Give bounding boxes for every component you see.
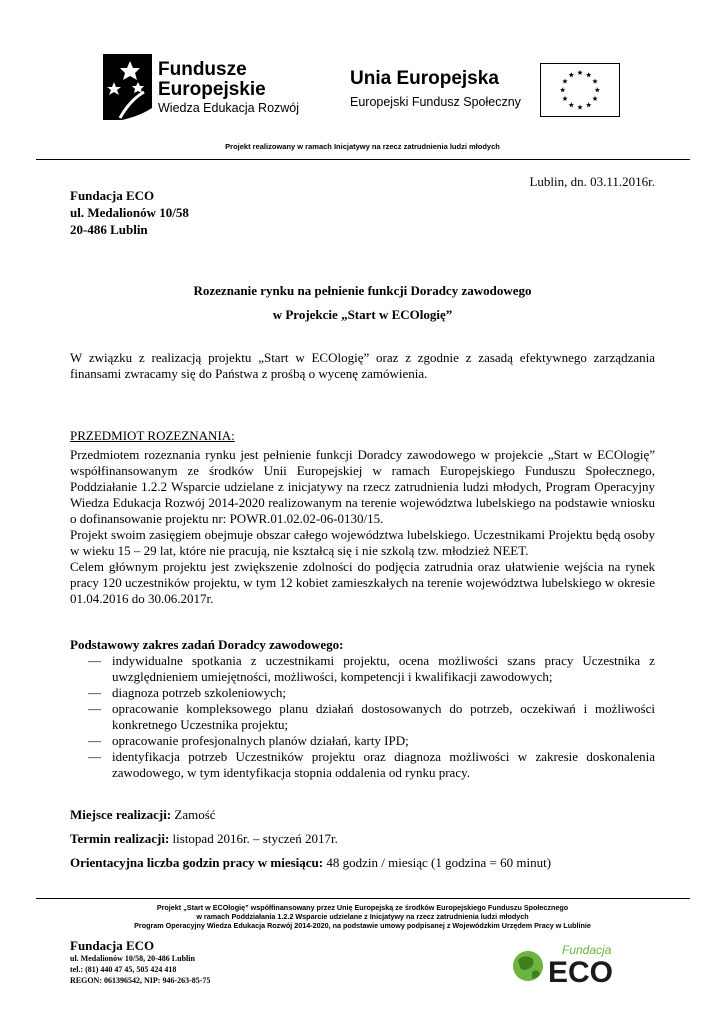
eu-star-icon bbox=[586, 102, 591, 107]
letter-date: Lublin, dn. 03.11.2016r. bbox=[529, 174, 655, 189]
footer-detail-line: ul. Medalionów 10/58, 20-486 Lublin bbox=[70, 954, 195, 963]
footer-divider bbox=[36, 898, 690, 899]
tasks-list bbox=[88, 653, 655, 781]
document-subtitle: w Projekcie „Start w ECOlogię” bbox=[272, 307, 453, 322]
eco-logo-big-text: ECO bbox=[548, 956, 614, 985]
list-item: — opracowanie kompleksowego planu działań dostosowanych do potrzeb, oczekiwań i możliwości konkretnego Uczestnika projektu; bbox=[88, 701, 655, 733]
fe-logo-line3: Wiedza Edukacja Rozwój bbox=[158, 101, 300, 115]
project-note: Projekt realizowany w ramach Inicjatywy na rzecz zatrudnienia ludzi młodych bbox=[225, 142, 500, 151]
footer-org-details bbox=[70, 953, 210, 986]
list-item: — identyfikacja potrzeb Uczestników projektu oraz diagnoza możliwości w zakresie doskonalenia zawodowego, w tym identyfikacja stopnia oddalenia od rynku pracy. bbox=[88, 749, 655, 781]
eu-star-icon bbox=[595, 87, 600, 92]
sender-address bbox=[70, 187, 189, 238]
footer-detail-line: tel.: (81) 440 47 45, 505 424 418 bbox=[70, 965, 177, 974]
term-line bbox=[70, 831, 338, 847]
eu-star-icon bbox=[577, 104, 582, 109]
eu-star-icon bbox=[592, 78, 597, 83]
subject-section bbox=[70, 447, 655, 607]
document-title: Rozeznanie rynku na pełnienie funkcji Doradcy zawodowego bbox=[193, 283, 532, 298]
intro-paragraph: W związku z realizacją projektu „Start w ECOlogię” oraz z zgodnie z zasadą efektywnego zarządzania finansami zwracamy się do Państwa z prośbą o wycenę zamówienia. bbox=[70, 350, 655, 381]
eu-flag-icon bbox=[540, 63, 620, 117]
footer-detail-line: REGON: 061396542, NIP: 946-263-85-75 bbox=[70, 976, 211, 985]
term-value: listopad 2016r. – styczeń 2017r. bbox=[169, 831, 338, 846]
footer-note-line: Program Operacyjny Wiedza Edukacja Rozwój 2014-2020, na podstawie umowy podpisanej z Wojewódzkim Urzędem Pracy w Lublinie bbox=[134, 921, 591, 930]
subject-heading: PRZEDMIOT ROZEZNANIA: bbox=[70, 428, 235, 443]
footer-note bbox=[0, 903, 725, 930]
sender-line: 20-486 Lublin bbox=[70, 222, 148, 237]
ue-title: Unia Europejska bbox=[350, 68, 499, 89]
eu-star-icon bbox=[592, 96, 597, 101]
eu-star-icon bbox=[586, 72, 591, 77]
fe-logo-line2: Europejskie bbox=[158, 79, 266, 100]
footer-note-line: Projekt „Start w ECOlogię” współfinansowany przez Unię Europejską ze środków Europejskiego Funduszu Społecznego bbox=[156, 903, 569, 912]
eu-star-icon bbox=[577, 70, 582, 75]
place-value: Zamość bbox=[171, 807, 216, 822]
list-item: — diagnoza potrzeb szkoleniowych; bbox=[88, 685, 655, 701]
hours-value: 48 godzin / miesiąc (1 godzina = 60 minut) bbox=[323, 855, 552, 870]
list-item: — opracowanie profesjonalnych planów działań, karty IPD; bbox=[88, 733, 655, 749]
eu-star-icon bbox=[562, 78, 567, 83]
eco-logo-small-text: Fundacja bbox=[562, 943, 612, 957]
term-label: Termin realizacji: bbox=[70, 831, 170, 846]
place-line bbox=[70, 807, 216, 823]
footer-note-line: w ramach Poddziałania 1.2.2 Wsparcie udzielane z Inicjatywy na rzecz zatrudnienia ludzi młodych bbox=[196, 912, 529, 921]
place-label: Miejsce realizacji: bbox=[70, 807, 172, 822]
eu-star-icon bbox=[569, 72, 574, 77]
subject-paragraph: Celem głównym projektu jest zwiększenie zdolności do podjęcia zatrudnia oraz ułatwienie wejścia na rynek pracy 120 uczestników projektu, w tym 12 kobiet zamieszkałych na terenie województwa lubelskiego w okresie 01.04.2016 do 30.06.2017r. bbox=[70, 559, 655, 606]
subject-paragraph: Projekt swoim zasięgiem obejmuje obszar całego województwa lubelskiego. Uczestnikami Projektu będą osoby w wieku 15 – 29 lat, które nie pracują, nie kształcą się i nie szkolą tzw. młodzież NEET. bbox=[70, 527, 655, 558]
hours-line bbox=[70, 855, 551, 871]
sender-line: Fundacja ECO bbox=[70, 188, 155, 203]
eu-star-icon bbox=[562, 96, 567, 101]
eu-star-icon bbox=[560, 87, 565, 92]
subject-paragraph: Przedmiotem rozeznania rynku jest pełnienie funkcji Doradcy zawodowego w projekcie „Start w ECOlogię” współfinansowanym ze środków Unii Europejskiej w ramach Europejskiego Funduszu Społecznego, Poddziałanie 1.2.2 Wsparcie udzielane z inicjatywy na rzecz zatrudnienia ludzi młodych, Program Operacyjny Wiedza Edukacja Rozwój 2014-2020 realizowanym na terenie województwa lubelskiego na podstawie wniosku o dofinansowanie projektu nr: POWR.01.02.02-06-0130/15. bbox=[70, 447, 655, 526]
footer-org-name: Fundacja ECO bbox=[70, 938, 155, 953]
eu-star-icon bbox=[569, 102, 574, 107]
hours-label: Orientacyjna liczba godzin pracy w miesiącu: bbox=[70, 855, 324, 870]
list-item: — indywidualne spotkania z uczestnikami projektu, ocena możliwości szans pracy Uczestnika z uwzględnieniem umiejętności, możliwości, kompetencji i kwalifikacji zawodowych; bbox=[88, 653, 655, 685]
sender-line: ul. Medalionów 10/58 bbox=[70, 205, 189, 220]
fundacja-eco-logo-icon bbox=[510, 940, 670, 985]
fe-logo-line1: Fundusze bbox=[158, 59, 247, 80]
tasks-heading: Podstawowy zakres zadań Doradcy zawodowego: bbox=[70, 637, 344, 652]
header-divider bbox=[36, 159, 690, 160]
ue-subtitle: Europejski Fundusz Społeczny bbox=[350, 95, 521, 109]
